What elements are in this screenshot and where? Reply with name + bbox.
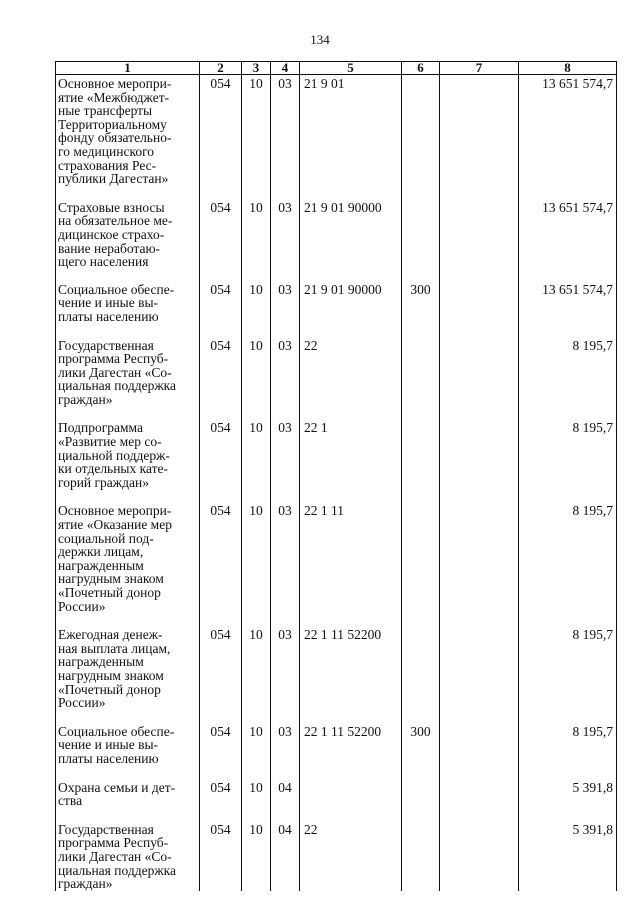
spacer-cell [242,808,271,821]
spacer-cell [519,269,617,281]
description-line: «Почетный донор [58,585,161,600]
row-spacer [56,489,617,502]
cell-description [56,337,200,407]
spacer-cell [402,406,440,419]
spacer-cell [56,766,200,779]
description-line: Социальное обеспе- [58,281,175,297]
spacer-cell [271,766,300,779]
cell-target-article: 22 1 11 [300,502,402,613]
cell-expense-type: 300 [402,281,440,324]
cell-target-article: 22 1 [300,419,402,489]
spacer-cell [271,406,300,419]
spacer-cell [300,489,402,502]
spacer-cell [402,324,440,337]
description-line: лики Дагестан «Со- [58,848,172,864]
spacer-cell [200,324,242,337]
spacer-cell [200,269,242,281]
spacer-cell [519,808,617,821]
cell-description [56,723,200,766]
description-line: циальной поддерж- [58,447,170,463]
cell-administrator-code: 054 [200,821,242,891]
cell-section: 10 [242,419,271,489]
spacer-cell [271,808,300,821]
spacer-cell [300,269,402,281]
spacer-cell [242,269,271,281]
row-spacer [56,710,617,723]
description-line: программа Респуб- [58,835,169,851]
spacer-cell [440,710,519,723]
cell-administrator-code: 054 [200,419,242,489]
cell-administrator-code: 054 [200,626,242,710]
spacer-cell [56,710,200,723]
description-line: циальная поддержка [58,378,176,394]
spacer-cell [56,269,200,281]
cell-subsection: 03 [271,281,300,324]
cell-amount: 5 391,8 [519,779,617,808]
description-line: «Почетный донор [58,681,161,697]
cell-expense-type [402,626,440,710]
cell-description [56,626,200,710]
cell-expense-type [402,337,440,407]
spacer-cell [440,324,519,337]
description-line: страхования Рес- [58,157,157,173]
spacer-cell [56,489,200,502]
description-line: нагрудным знаком [58,667,164,683]
spacer-cell [519,324,617,337]
column-header-2: 2 [200,62,242,75]
description-line: платы населению [58,308,159,324]
page-number: 134 [310,32,330,47]
spacer-cell [200,406,242,419]
cell-col7 [440,419,519,489]
cell-target-article [300,779,402,808]
cell-amount: 13 651 574,7 [519,199,617,269]
description-line: ная выплата лицам, [58,640,171,656]
spacer-cell [200,710,242,723]
spacer-cell [440,406,519,419]
column-header-5: 5 [300,62,402,75]
spacer-cell [271,186,300,199]
cell-subsection: 03 [271,502,300,613]
column-header-7: 7 [440,62,519,75]
description-line: Подпрограмма [58,420,143,436]
column-header-8: 8 [519,62,617,75]
table-row [56,723,617,766]
cell-section: 10 [242,779,271,808]
spacer-cell [402,766,440,779]
cell-col7 [440,281,519,324]
description-line: Государственная [58,821,154,837]
description-line: граждан» [58,391,113,407]
cell-administrator-code: 054 [200,779,242,808]
spacer-cell [402,269,440,281]
row-spacer [56,324,617,337]
description-line: награжденным [58,557,144,573]
spacer-cell [242,710,271,723]
spacer-cell [56,613,200,626]
cell-administrator-code: 054 [200,502,242,613]
spacer-cell [271,269,300,281]
description-line: ятие «Оказание мер [58,517,172,533]
column-header-6: 6 [402,62,440,75]
spacer-cell [300,766,402,779]
cell-section: 10 [242,337,271,407]
description-line: Основное меропри- [58,76,172,91]
cell-amount: 8 195,7 [519,626,617,710]
cell-target-article: 21 9 01 [300,75,402,186]
column-header-1: 1 [56,62,200,75]
description-line: фонду обязательно- [58,130,172,146]
description-line: Охрана семьи и дет- [58,779,176,795]
spacer-cell [402,808,440,821]
spacer-cell [300,406,402,419]
table-row [56,281,617,324]
cell-target-article: 21 9 01 90000 [300,199,402,269]
cell-col7 [440,199,519,269]
cell-administrator-code: 054 [200,281,242,324]
description-line: щего населения [58,254,149,270]
cell-administrator-code: 054 [200,337,242,407]
description-line: дицинское страхо- [58,226,165,242]
description-line: России» [58,598,106,614]
description-line: Основное меропри- [58,503,172,519]
cell-amount: 8 195,7 [519,723,617,766]
cell-col7 [440,723,519,766]
cell-target-article: 22 [300,821,402,891]
row-spacer [56,613,617,626]
cell-section: 10 [242,502,271,613]
cell-amount: 5 391,8 [519,821,617,891]
spacer-cell [271,710,300,723]
row-spacer [56,269,617,281]
table-header-row [56,62,617,75]
description-line: платы населению [58,750,159,766]
table-row [56,419,617,489]
spacer-cell [402,613,440,626]
cell-subsection: 04 [271,821,300,891]
description-line: ки отдельных кате- [58,461,169,477]
spacer-cell [56,808,200,821]
cell-subsection: 04 [271,779,300,808]
cell-amount: 13 651 574,7 [519,75,617,186]
table-row [56,75,617,186]
spacer-cell [242,406,271,419]
spacer-cell [519,766,617,779]
cell-subsection: 03 [271,337,300,407]
cell-expense-type [402,502,440,613]
spacer-cell [300,324,402,337]
cell-target-article: 21 9 01 90000 [300,281,402,324]
table-row [56,779,617,808]
spacer-cell [271,489,300,502]
description-line: награжденным [58,654,144,670]
spacer-cell [402,186,440,199]
table-body [56,75,617,891]
spacer-cell [56,324,200,337]
cell-section: 10 [242,821,271,891]
cell-administrator-code: 054 [200,723,242,766]
cell-col7 [440,779,519,808]
spacer-cell [271,324,300,337]
spacer-cell [440,613,519,626]
cell-administrator-code: 054 [200,75,242,186]
spacer-cell [56,406,200,419]
spacer-cell [200,186,242,199]
cell-description [56,199,200,269]
cell-section: 10 [242,281,271,324]
cell-subsection: 03 [271,419,300,489]
table-row [56,199,617,269]
spacer-cell [242,324,271,337]
cell-expense-type: 300 [402,723,440,766]
cell-expense-type [402,75,440,186]
description-line: Ежегодная денеж- [58,627,163,643]
spacer-cell [402,489,440,502]
spacer-cell [519,406,617,419]
cell-section: 10 [242,626,271,710]
spacer-cell [300,710,402,723]
row-spacer [56,766,617,779]
cell-col7 [440,502,519,613]
spacer-cell [200,613,242,626]
table-row [56,502,617,613]
cell-section: 10 [242,723,271,766]
description-line: России» [58,695,106,711]
description-line: горий граждан» [58,474,149,490]
spacer-cell [519,710,617,723]
spacer-cell [300,186,402,199]
column-header-3: 3 [242,62,271,75]
cell-subsection: 03 [271,199,300,269]
table-row [56,337,617,407]
cell-subsection: 03 [271,626,300,710]
cell-col7 [440,821,519,891]
cell-subsection: 03 [271,723,300,766]
spacer-cell [300,808,402,821]
spacer-cell [242,613,271,626]
spacer-cell [242,186,271,199]
cell-description [56,419,200,489]
cell-col7 [440,626,519,710]
budget-table [55,61,617,891]
cell-expense-type [402,821,440,891]
description-line: ства [58,793,83,809]
description-line: ные трансферты [58,103,153,119]
spacer-cell [300,613,402,626]
spacer-cell [440,766,519,779]
description-line: держки лицам, [58,544,144,560]
cell-amount: 8 195,7 [519,337,617,407]
description-line: программа Респуб- [58,351,169,367]
spacer-cell [519,489,617,502]
description-line: нагрудным знаком [58,571,164,587]
cell-section: 10 [242,75,271,186]
spacer-cell [242,489,271,502]
description-line: чение и иные вы- [58,295,159,311]
row-spacer [56,406,617,419]
description-line: лики Дагестан «Со- [58,364,172,380]
description-line: граждан» [58,876,113,892]
spacer-cell [440,489,519,502]
cell-description [56,821,200,891]
description-line: Территориальному [58,116,167,132]
cell-administrator-code: 054 [200,199,242,269]
description-line: «Развитие мер со- [58,434,162,450]
description-line: вание неработаю- [58,240,161,256]
description-line: Социальное обеспе- [58,723,175,739]
spacer-cell [271,613,300,626]
cell-expense-type [402,199,440,269]
spacer-cell [440,808,519,821]
description-line: Страховые взносы [58,199,165,215]
spacer-cell [519,186,617,199]
description-line: на обязательное ме- [58,213,173,229]
cell-subsection: 03 [271,75,300,186]
spacer-cell [200,808,242,821]
cell-section: 10 [242,199,271,269]
cell-description [56,502,200,613]
description-line: ятие «Межбюджет- [58,89,170,105]
cell-target-article: 22 [300,337,402,407]
spacer-cell [56,186,200,199]
cell-expense-type [402,419,440,489]
cell-target-article: 22 1 11 52200 [300,723,402,766]
description-line: публики Дагестан» [58,171,169,187]
row-spacer [56,186,617,199]
cell-amount: 13 651 574,7 [519,281,617,324]
cell-col7 [440,337,519,407]
description-line: социальной под- [58,530,154,546]
spacer-cell [242,766,271,779]
cell-target-article: 22 1 11 52200 [300,626,402,710]
table-row [56,821,617,891]
cell-amount: 8 195,7 [519,419,617,489]
spacer-cell [440,186,519,199]
cell-description [56,779,200,808]
spacer-cell [200,489,242,502]
column-header-4: 4 [271,62,300,75]
table-row [56,626,617,710]
row-spacer [56,808,617,821]
spacer-cell [402,710,440,723]
cell-description [56,281,200,324]
description-line: го медицинского [58,143,155,159]
description-line: Государственная [58,337,154,353]
spacer-cell [200,766,242,779]
cell-description [56,75,200,186]
description-line: чение и иные вы- [58,737,159,753]
cell-amount: 8 195,7 [519,502,617,613]
description-line: циальная поддержка [58,862,176,878]
spacer-cell [440,269,519,281]
cell-expense-type [402,779,440,808]
spacer-cell [519,613,617,626]
cell-col7 [440,75,519,186]
